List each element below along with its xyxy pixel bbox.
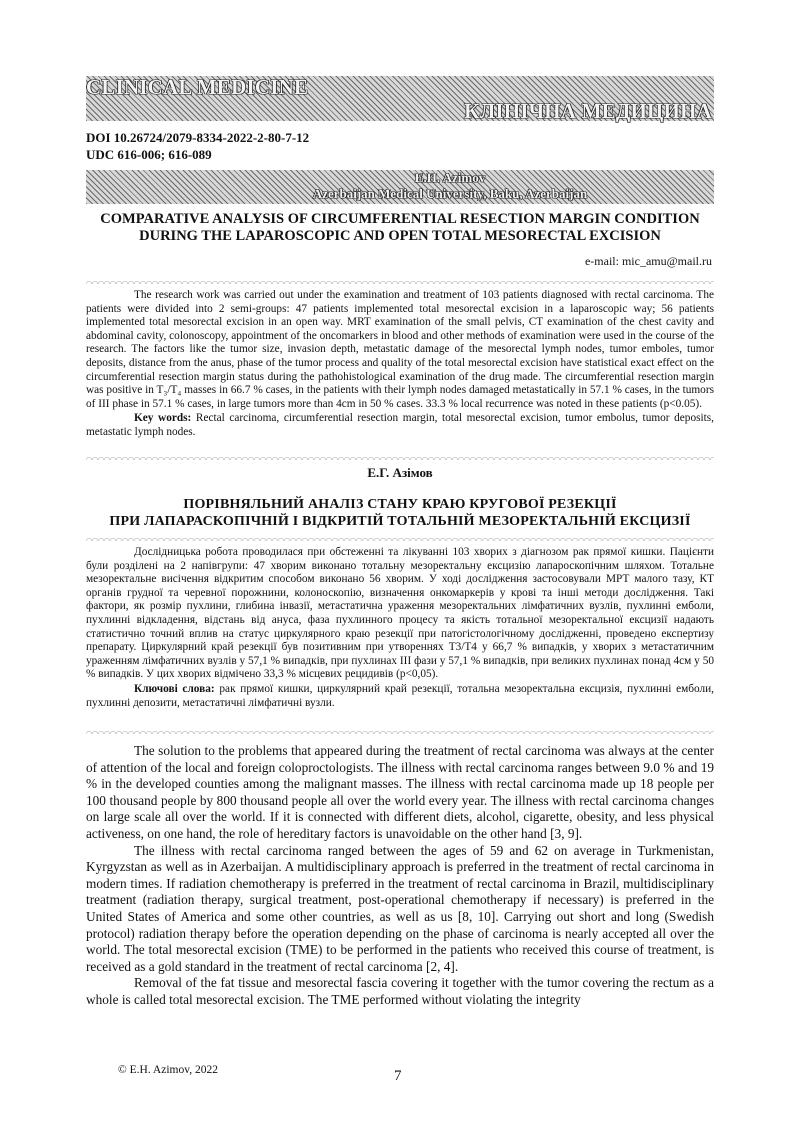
article-identifiers [86,129,309,163]
title-uk-line-2: ПРИ ЛАПАРАСКОПІЧНІЙ І ВІДКРИТІЙ ТОТАЛЬНІЙ МЕЗОРЕКТАЛЬНІЙ ЕКСЦИЗІЇ [109,514,691,529]
abstract-uk-text: Дослідницька робота проводилася при обстеженні та лікуванні 103 хворих з діагнозом рак прямої кишки. Пацієнти були розділені на 2 напівгрупи: 47 хворим виконано тотальну мезоректальну ексцизію лапароскопічним шляхом. Тотальне мезоректальне висічення відкритим способом виконано 56 хворим. У ході дослідження застосовували МРТ малого тазу, КТ органів грудної та черевної порожнини, колоноскопію, визначення онкомаркерів у крові та інші методи дослідження. Такі фактори, як розмір пухлини, глибина інвазії, метастатична ураження мезоректальних лімфатичних вузлів, пухлинні емболи, пухлинні відкладення, відстань від ануса, фаза пухлинного процесу та якість тотальної мезоректальної ексцизії надають статистично точний вплив на статус циркулярного краю резекції при патогістологічному дослідженні, проведено експертизу препарату. Циркулярний край резекції був позитивним при утвореннях Т3/Т4 у 66,7 % випадків, у хворих з метастатичним ураженням лімфатичних вузлів у 57,1 % випадків, при пухлинах III фази у 57,1 % випадків, при великих пухлинах понад 4см у 50 % випадків. У цих хворих відмічено 33,3 % місцевих рецидивів (p<0,05). [86,546,714,681]
keywords-en-text: Rectal carcinoma, circumferential resection margin, total mesorectal excision, tumor embolus, tumor deposits, metastatic lymph nodes. [86,412,714,438]
author-affiliation: Azerbaijan Medical University, Baku, Azerbaijan [312,186,588,201]
author-band [86,170,714,204]
keywords-en-label: Key words: [134,412,192,425]
author-name-uk: Е.Г. Азімов [367,465,433,480]
keywords-uk [86,683,714,710]
abstract-en [86,289,714,440]
wavy-divider [86,728,714,734]
doi: DOI 10.26724/2079-8334-2022-2-80-7-12 [86,130,310,145]
title-en-line-2: DURING THE LAPAROSCOPIC AND OPEN TOTAL MESORECTAL EXCISION [139,228,661,244]
section-title-uk: КЛІНІЧНА МЕДИЦИНА [464,99,712,123]
section-header-band [86,76,714,121]
wavy-divider [86,535,714,541]
article-title-en [86,211,714,245]
body-paragraph: The solution to the problems that appeared during the treatment of rectal carcinoma was always at the center of attention of the local and foreign coloproctologists. The illness with rectal carcinoma ranges between 9.0 % and 19 % in the developed counties among the malignant masses. The illness with rectal carcinoma made up 18 people per 100 thousand people by 800 thousand people all over the world every year. The illness with rectal carcinoma changes on large scale all over the world. If it is connected with different diets, alcohol, cigarette, obesity, and less physical activeness, on one hand, the role of hereditary factors is unavoidable on the other hand [3, 9]. [86,743,714,841]
body-paragraph: Removal of the fat tissue and mesorectal fascia covering it together with the tumor covering the rectum as a whole is called total mesorectal excision. The TME performed without violating the integrity [86,975,714,1007]
body-paragraph: The illness with rectal carcinoma ranged between the ages of 59 and 62 on average in Turkmenistan, Kyrgyzstan as well as in Azerbaijan. A multidisciplinary approach is preferred in the treatment of rectal carcinoma in modern times. If radiation chemotherapy is preferred in the treatment of rectal carcinoma in Brazil, multidisciplinary treatment (radiation therapy, surgical treatment, post-operational chemotherapy if necessary) is preferred in the United States of America and some other countries, as well as us [8, 10]. Carrying out short and long (Swedish protocol) radiation therapy before the operation depending on the phase of carcinoma is nearly accepted all over the world. The total mesorectal excision (TME) to be performed in the patients who received this course of treatment, is received as a gold standard in the treatment of rectal carcinoma [2, 4]. [86,842,714,974]
section-title-en: CLINICAL MEDICINE [86,75,309,99]
title-uk-line-1: ПОРІВНЯЛЬНИЙ АНАЛІЗ СТАНУ КРАЮ КРУГОВОЇ РЕЗЕКЦІЇ [183,497,617,512]
keywords-en [86,412,714,439]
abstract-en-text: The research work was carried out under the examination and treatment of 103 patients diagnosed with rectal carcinoma. The patients were divided into 2 semi-groups: 47 patients implemented total mesorectal excision in a laparoscopic way; 56 patients implemented total mesorectal excision in an open way. MRT examination of the small pelvis, CT examination of the chest cavity and abdominal cavity, colonoscopy, appointment of the oncomarkers in blood and other methods of examination were used in the course of the research. The factors like the tumor size, invasion depth, metastatic damage of the mesorectal lymph nodes, tumor emboles, tumor deposits, distance from the anus, phase of the tumor process and quality of the total mesorectal excision have statistical exact effect on the circumferential resection margin status during the pathohistological examination of the drug made. The circumferential resection margin was positive in T₃/T₄ masses in 66.7 % cases, in the patients with their lymph nodes damaged metastatically in 57.1 % cases, in the tumors of III phase in 57.1 % cases, in large tumors more than 4cm in 50 % cases. 33.3 % local recurrence was noted in these patients (p<0.05). [86,289,714,410]
article-title-uk [86,496,714,530]
article-body [86,743,714,1009]
keywords-uk-text: рак прямої кишки, циркулярний край резекції, тотальна мезоректальна ексцизія, пухлинні емболи, пухлинні депозити, метастатичні лімфатичні вузли. [86,682,715,709]
page-number: 7 [394,1068,402,1084]
copyright: © E.H. Azimov, 2022 [118,1064,218,1076]
title-en-line-1: COMPARATIVE ANALYSIS OF CIRCUMFERENTIAL RESECTION MARGIN CONDITION [100,211,700,227]
keywords-uk-label: Ключові слова: [134,682,215,695]
wavy-divider [86,278,714,284]
abstract-uk [86,546,714,710]
wavy-divider [86,454,714,460]
udc: UDC 616-006; 616-089 [86,147,212,162]
author-email: e-mail: mic_amu@mail.ru [584,254,712,268]
author-name: E.H. Azimov [414,170,486,185]
